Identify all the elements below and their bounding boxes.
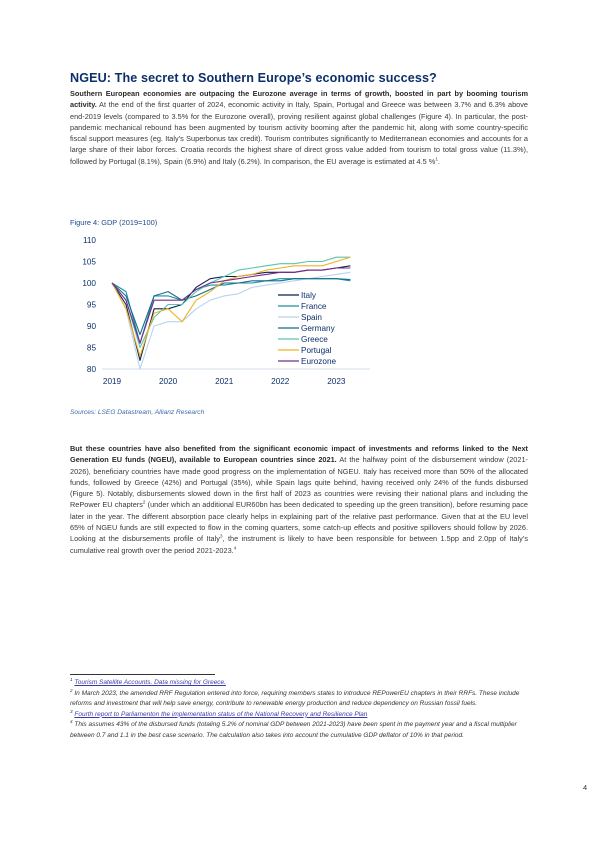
- legend-label: Italy: [301, 291, 317, 300]
- gdp-line-chart: [70, 230, 380, 390]
- legend-label: Eurozone: [301, 357, 337, 366]
- paragraph-lead: But these countries have also benefited from the significant economic impact of investments and reforms linked to the Next Generation EU funds (NGEU), available to European countries since 2021.: [70, 444, 528, 465]
- footnote-1: [70, 678, 528, 689]
- footnote-number: 1: [70, 676, 73, 682]
- paragraph-body: , the instrument is likely to have been responsible for between 1.5pp and 2.0pp of Italy’s cumulative real growth over the period 2021-2023.: [70, 534, 528, 555]
- x-tick-label: 2021: [215, 377, 234, 386]
- paragraph-body: (under which an additional EUR60bn has been dedicated to speeding up the green transition), before resuming pace later in the year. The different absorption pace clearly helps in explaining part of the relative past performance. Given that at the EU level 65% of NGEU funds are still expected to flow in the coming quarters, some catch-up effects and positive spillovers should follow by 2026. Looking at the disbursements profile of Italy: [70, 500, 529, 544]
- chart-legend: [278, 291, 336, 366]
- y-tick-label: 95: [86, 300, 96, 310]
- footnote-number: 3: [70, 708, 73, 714]
- figure-title: Figure 4: GDP (2019=100): [70, 218, 158, 227]
- y-tick-label: 110: [82, 236, 96, 245]
- paragraph-body: At the halfway point of the disbursement window (2021-2026), beneficiary countries have made good progress on the implementation of NGEU. Italy has received more than 50% of the allocated funds, followed by Greece (42%) and Portugal (35%), while Spain lags quite behind, having received only 24% of the funds disbursed (Figure 5). Notably, disbursements slowed down in the first half of 2023 as countries were revising their national plans and including the RePower EU chapters: [70, 455, 528, 510]
- footnote-ref-2[interactable]: 2: [142, 500, 146, 506]
- y-tick-label: 90: [86, 322, 96, 331]
- figure-sources: Sources: LSEG Datastream, Allianz Research: [70, 409, 205, 416]
- legend-label: Portugal: [301, 346, 332, 355]
- legend-label: Greece: [301, 335, 328, 344]
- footnote-ref-4[interactable]: 4: [233, 545, 237, 551]
- footnote-number: 4: [70, 719, 73, 725]
- legend-label: France: [301, 302, 327, 311]
- footnote-2: [70, 689, 528, 710]
- page-number: 4: [583, 783, 588, 792]
- footnote-number: 2: [70, 687, 73, 693]
- x-tick-label: 2020: [158, 377, 178, 386]
- x-tick-label: 2023: [327, 377, 346, 386]
- y-tick-label: 85: [86, 343, 96, 353]
- footnote-divider: [70, 674, 215, 675]
- paragraph-lead: Southern European economies are outpacing the Eurozone average in terms of growth, boosted in part by booming tourism activity.: [70, 89, 528, 110]
- footnote-text: In March 2023, the amended RRF Regulation entered into force, requiring members states to introduce REPowerEU chapters in their RRFs. These include reforms and investment that will help save energy, contribute to renewable energy production and reduce dependency on Russian fossil fuels.: [70, 689, 520, 708]
- legend-label: Spain: [301, 313, 322, 322]
- x-axis-ticks: [103, 377, 346, 386]
- footnotes: [70, 678, 528, 742]
- x-tick-label: 2022: [271, 377, 290, 386]
- footnote-link[interactable]: Fourth report to Parliamenton the implementation status of the National Recovery and Resilience Plan: [74, 710, 368, 718]
- footnote-3: [70, 710, 528, 721]
- y-tick-label: 105: [82, 257, 96, 267]
- x-tick-label: 2019: [102, 377, 122, 386]
- paragraph-end: .: [437, 156, 440, 166]
- footnote-ref-1[interactable]: 1: [435, 156, 438, 162]
- y-tick-label: 100: [82, 279, 96, 288]
- paragraph-ngeu: [70, 443, 528, 556]
- footnote-text: This assumes 43% of the disbursed funds (totaling 5.2% of nominal GDP between 2021-2023) have been spent in the payment year and a fiscal multiplier between 0.7 and 1.1 in the best case scenario. The calculation also takes into account the cumulative GDP deflator of 10% in that period.: [70, 721, 517, 739]
- section-heading: NGEU: The secret to Southern Europe’s economic success?: [70, 71, 437, 85]
- legend-label: Germany: [301, 324, 335, 333]
- paragraph-tourism: [70, 88, 528, 167]
- y-tick-label: 80: [86, 365, 96, 374]
- paragraph-body: At the end of the first quarter of 2024, economic activity in Italy, Spain, Portugal and Greece was between 3.7% and 6.3% above end-2019 levels (compared to 3.5% for the Eurozone overall), proving resilient against global challenges (Figure 4). In particular, the post-pandemic mechanical rebound has been augmented by tourism activity booming after the pandemic hit, along with some country-specific fiscal support measures (eg. Italy’s Superbonus tax credit). Tourism contributes significantly to Mediterranean economies and accounts for a large share of their labor forces. Croatia records the highest share of direct gross value added from tourism to total gross value (11.3%), followed by Portugal (8.1%), Spain (6.9%) and Italy (6.2%). In comparison, the EU average is estimated at 4.5 %: [70, 100, 528, 166]
- footnote-4: [70, 720, 528, 741]
- y-axis-ticks: [82, 236, 96, 374]
- footnote-link[interactable]: Tourism Satellite Accounts. Data missing for Greece.: [74, 679, 226, 686]
- footnote-ref-3[interactable]: 3: [219, 533, 223, 539]
